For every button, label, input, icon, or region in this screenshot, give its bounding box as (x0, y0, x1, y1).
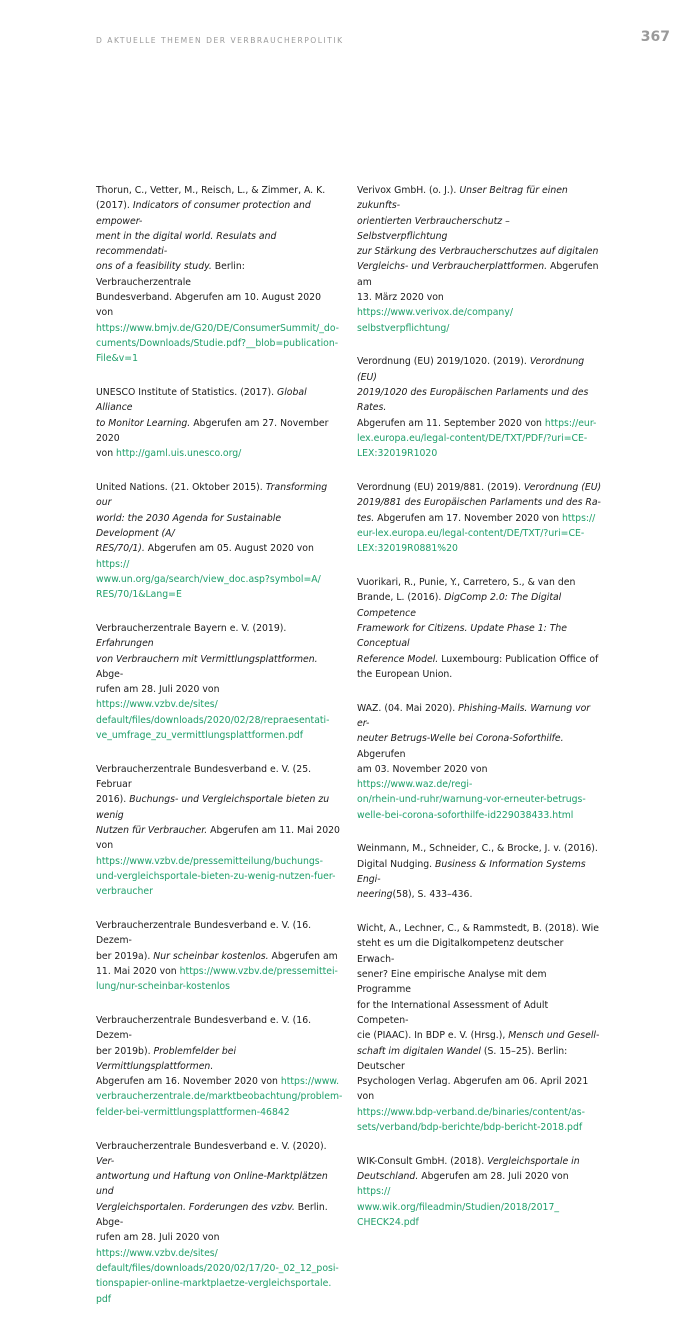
reference-entry: Verbraucherzentrale Bundesverband e. V. (2020). Ver- antwortung und Haftung von Online-Marktplätzen und Vergleichsportalen. Forderungen des vzbv. Berlin. Abge- rufen am 28. Juli 2020 von https://www.vzbv.de/sites/ default/files/downloads/2020/02/17/20-_02_12_posi- tionspapier-online-marktplaetze-vergleichsportale. pdf (96, 1140, 339, 1305)
reference-link[interactable]: https://www.verivox.de/company/ selbstverpflichtung/ (357, 307, 513, 334)
reference-link[interactable]: https://www.vzbv.de/sites/ default/files/downloads/2020/02/17/20-_02_12_posi- tionspapier-online-marktplaetze-vergleichsportale. pdf (96, 1247, 339, 1305)
running-header: D AKTUELLE THEMEN DER VERBRAUCHERPOLITIK (96, 36, 344, 45)
reference-entry: Weinmann, M., Schneider, C., & Brocke, J. v. (2016). Digital Nudging. Business & Information Systems Engi- neering(58), S. 433–436. (357, 843, 598, 901)
reference-link[interactable]: https://www.bdp-verband.de/binaries/content/as- sets/verband/bdp-berichte/bdp-bericht-2018.pdf (357, 1106, 585, 1134)
reference-link[interactable]: https://www. verbraucherzentrale.de/marktbeobachtung/problem- felder-bei-vermittlungsplattformen-46842 (96, 1076, 343, 1118)
reference-link[interactable]: https://www.bmjv.de/G20/DE/ConsumerSummit/_do- cuments/Downloads/Studie.pdf?__blob=publication- File&v=1 (96, 322, 340, 365)
reference-entry: WIK-Consult GmbH. (2018). Vergleichsportale in Deutschland. Abgerufen am 28. Juli 2020 von https:// www.wik.org/fileadmin/Studien/2018/2017_ CHECK24.pdf (357, 1155, 580, 1229)
reference-entry: Verordnung (EU) 2019/881. (2019). Verordnung (EU) 2019/881 des Europäischen Parlaments und des Ra- tes. Abgerufen am 17. November 2020 von https:// eur-lex.europa.eu/legal-content/DE/TXT/?uri=CE- LEX:32019R0881%20 (357, 482, 602, 555)
reference-entry: Verbraucherzentrale Bayern e. V. (2019). Erfahrungen von Verbrauchern mit Vermittlungsplattformen. Abge- rufen am 28. Juli 2020 von https://www.vzbv.de/sites/ default/files/downloads/2020/02/28/repraesentati- ve_umfrage_zu_vermittlungsplattformen.pdf (96, 622, 330, 741)
reference-entry: Verbraucherzentrale Bundesverband e. V. (16. Dezem- ber 2019b). Problemfelder bei Vermittlungsplattformen. Abgerufen am 16. November 2020 von https://www. verbraucherzentrale.de/marktbeobachtung/problem- felder-bei-vermittlungsplattformen-46842 (96, 1014, 343, 1118)
reference-entry: Vuorikari, R., Punie, Y., Carretero, S., & van den Brande, L. (2016). DigComp 2.0: The Digital Competence Framework for Citizens. Update Phase 1: The Conceptual Reference Model. Luxembourg: Publication Office of the European Union. (357, 577, 599, 680)
page-number: 367 (640, 29, 670, 45)
reference-link[interactable]: https:// www.un.org/ga/search/view_doc.asp?symbol=A/ RES/70/1&Lang=E (96, 558, 321, 601)
reference-entry: United Nations. (21. Oktober 2015). Transforming our world: the 2030 Agenda for Sustainable Development (A/ RES/70/1). Abgerufen am 05. August 2020 von https:// www.un.org/ga/search/view_doc.asp?symbol=A/ RES/70/1&Lang=E (96, 482, 328, 601)
reference-link[interactable]: https://www.vzbv.de/sites/ default/files/downloads/2020/02/28/repraesentati- ve_umfrage_zu_vermittlungsplattformen.pdf (96, 699, 330, 741)
reference-entry: Verordnung (EU) 2019/1020. (2019). Verordnung (EU) 2019/1020 des Europäischen Parlaments und des Rates. Abgerufen am 11. September 2020 von https://eur- lex.europa.eu/legal-content/DE/TXT/PDF/?uri=CE- LEX:32019R1020 (357, 356, 597, 460)
reference-entry: Verbraucherzentrale Bundesverband e. V. (25. Februar 2016). Buchungs- und Vergleichsportale bieten zu wenig Nutzen für Verbraucher. Abgerufen am 11. Mai 2020 von https://www.vzbv.de/pressemitteilung/buchungs- und-vergleichsportale-bieten-zu-wenig-nutzen-fuer- verbraucher (96, 763, 340, 898)
reference-entry: Verbraucherzentrale Bundesverband e. V. (16. Dezem- ber 2019a). Nur scheinbar kostenlos. Abgerufen am 11. Mai 2020 von https://www.vzbv.de/pressemittei- lung/nur-scheinbar-kostenlos (96, 919, 338, 993)
reference-entry: Verivox GmbH. (o. J.). Unser Beitrag für einen zukunfts- orientierten Verbraucherschutz – Selbstverpflichtung zur Stärkung des Verbraucherschutzes auf digitalen Vergleichs- und Verbraucherplattformen. Abgerufen am 13. März 2020 von https://www.verivox.de/company/ selbstverpflichtung/ (357, 185, 599, 334)
reference-entry: Wicht, A., Lechner, C., & Rammstedt, B. (2018). Wie steht es um die Digitalkompetenz deutscher Erwach- sener? Eine empirische Analyse mit dem Programme for the International Assessment of Adult Competen- cie (PIAAC). In BDP e. V. (Hrsg.), Mensch und Gesell- schaft im digitalen Wandel (S. 15–25). Berlin: Deutscher Psychologen Verlag. Abgerufen am 06. April 2021 von https://www.bdp-verband.de/binaries/content/as- sets/verband/bdp-berichte/bdp-bericht-2018.pdf (357, 923, 600, 1134)
reference-entry: WAZ. (04. Mai 2020). Phishing-Mails. Warnung vor er- neuter Betrugs-Welle bei Corona-Soforthilfe. Abgerufen am 03. November 2020 von https://www.waz.de/regi- on/rhein-und-ruhr/warnung-vor-erneuter-betrugs- welle-bei-corona-soforthilfe-id229038433.html (357, 702, 591, 821)
reference-link[interactable]: https://eur- lex.europa.eu/legal-content/DE/TXT/PDF/?uri=CE- LEX:32019R1020 (357, 417, 597, 460)
reference-link[interactable]: https://www.waz.de/regi- on/rhein-und-ruhr/warnung-vor-erneuter-betrugs- welle-bei-corona-soforthilfe-id229038433.html (357, 779, 586, 821)
reference-entry: UNESCO Institute of Statistics. (2017). Global Alliance to Monitor Learning. Abgerufen am 27. November 2020 von http://gaml.uis.unesco.org/ (96, 387, 329, 460)
reference-link[interactable]: https:// www.wik.org/fileadmin/Studien/2018/2017_ CHECK24.pdf (357, 1186, 560, 1229)
reference-link[interactable]: https:// eur-lex.europa.eu/legal-content/DE/TXT/?uri=CE- LEX:32019R0881%20 (357, 512, 596, 555)
reference-link[interactable]: https://www.vzbv.de/pressemittei- lung/nur-scheinbar-kostenlos (96, 965, 338, 993)
reference-link[interactable]: https://www.vzbv.de/pressemitteilung/buchungs- und-vergleichsportale-bieten-zu-wenig-nutzen-fuer- verbraucher (96, 855, 336, 898)
reference-link[interactable]: http://gaml.uis.unesco.org/ (116, 448, 242, 460)
references-left-column (96, 183, 341, 1325)
references-right-column (357, 183, 602, 1249)
reference-entry: Thorun, C., Vetter, M., Reisch, L., & Zimmer, A. K. (2017). Indicators of consumer protection and empower- ment in the digital world. Resulats and recommendati- ons of a feasibility study. Berlin: Verbraucherzentrale Bundesverband. Abgerufen am 10. August 2020 von https://www.bmjv.de/G20/DE/ConsumerSummit/_do- cuments/Downloads/Studie.pdf?__blob=publication- File&v=1 (96, 185, 340, 365)
